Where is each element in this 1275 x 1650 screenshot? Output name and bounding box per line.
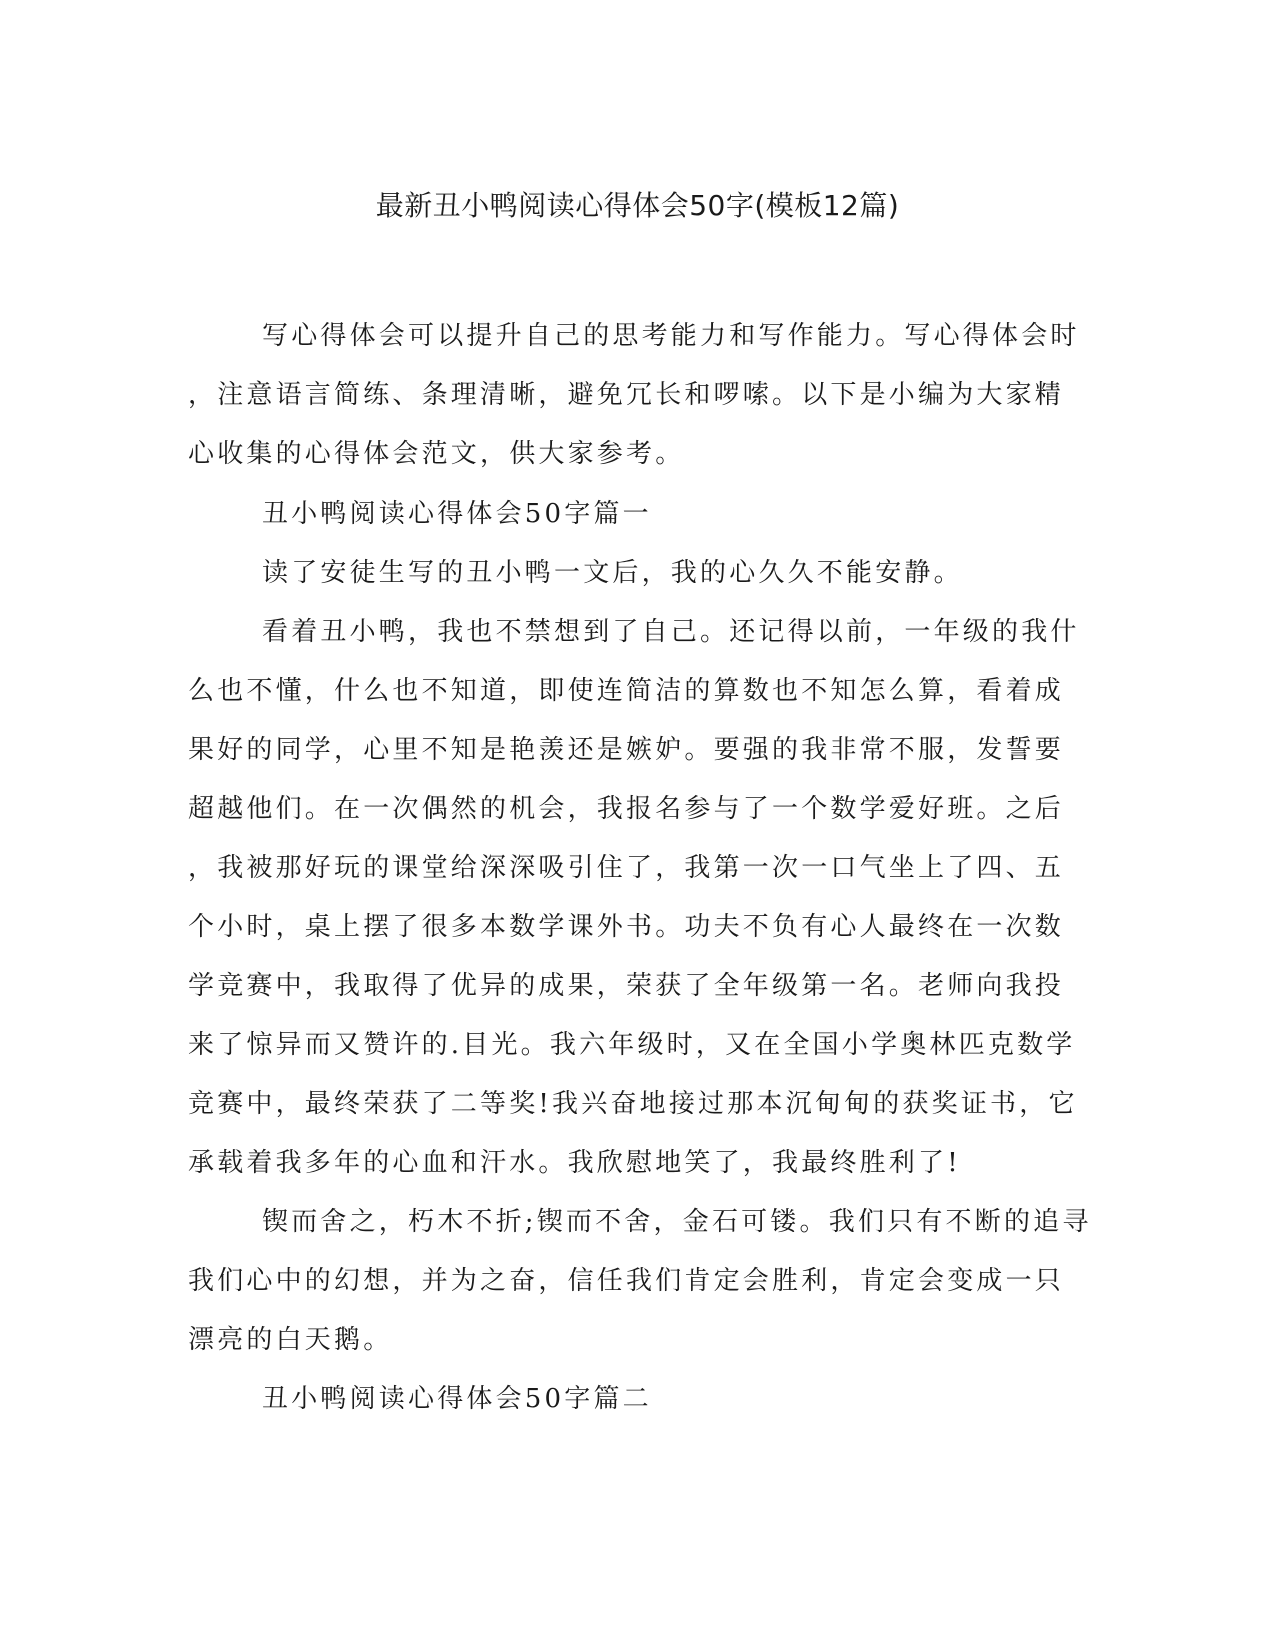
paragraph-line: 承载着我多年的心血和汗水。我欣慰地笑了，我最终胜利了! (188, 1148, 961, 1178)
paragraph-line: 学竞赛中，我取得了优异的成果，荣获了全年级第一名。老师向我投 (188, 971, 1065, 1001)
paragraph-line: 超越他们。在一次偶然的机会，我报名参与了一个数学爱好班。之后 (188, 794, 1065, 824)
section-heading: 丑小鸭阅读心得体会50字篇二 (262, 1384, 652, 1414)
paragraph-line: 个小时，桌上摆了很多本数学课外书。功夫不负有心人最终在一次数 (188, 912, 1065, 942)
paragraph-line: 读了安徒生写的丑小鸭一文后，我的心久久不能安静。 (262, 558, 963, 588)
paragraph-line: 锲而舍之，朽木不折;锲而不舍，金石可镂。我们只有不断的追寻 (262, 1207, 1092, 1237)
paragraph-line: 心收集的心得体会范文，供大家参考。 (188, 439, 685, 469)
section-heading: 丑小鸭阅读心得体会50字篇一 (262, 499, 652, 529)
document-title: 最新丑小鸭阅读心得体会50字(模板12篇) (375, 189, 900, 222)
paragraph-line: 我们心中的幻想，并为之奋，信任我们肯定会胜利，肯定会变成一只 (188, 1266, 1065, 1296)
paragraph-line: 么也不懂，什么也不知道，即使连简洁的算数也不知怎么算，看着成 (188, 676, 1065, 706)
paragraph-line: 看着丑小鸭，我也不禁想到了自己。还记得以前，一年级的我什 (262, 617, 1080, 647)
paragraph-line: 果好的同学，心里不知是艳羡还是嫉妒。要强的我非常不服，发誓要 (188, 735, 1065, 765)
paragraph-line: 写心得体会可以提升自己的思考能力和写作能力。写心得体会时 (262, 321, 1080, 351)
paragraph-line: ，注意语言简练、条理清晰，避免冗长和啰嗦。以下是小编为大家精 (188, 380, 1065, 410)
paragraph-line: 竞赛中，最终荣获了二等奖!我兴奋地接过那本沉甸甸的获奖证书，它 (188, 1089, 1078, 1119)
paragraph-line: 来了惊异而又赞许的.目光。我六年级时，又在全国小学奥林匹克数学 (188, 1030, 1076, 1060)
paragraph-line: 漂亮的白天鹅。 (188, 1325, 393, 1355)
paragraph-line: ，我被那好玩的课堂给深深吸引住了，我第一次一口气坐上了四、五 (188, 853, 1065, 883)
